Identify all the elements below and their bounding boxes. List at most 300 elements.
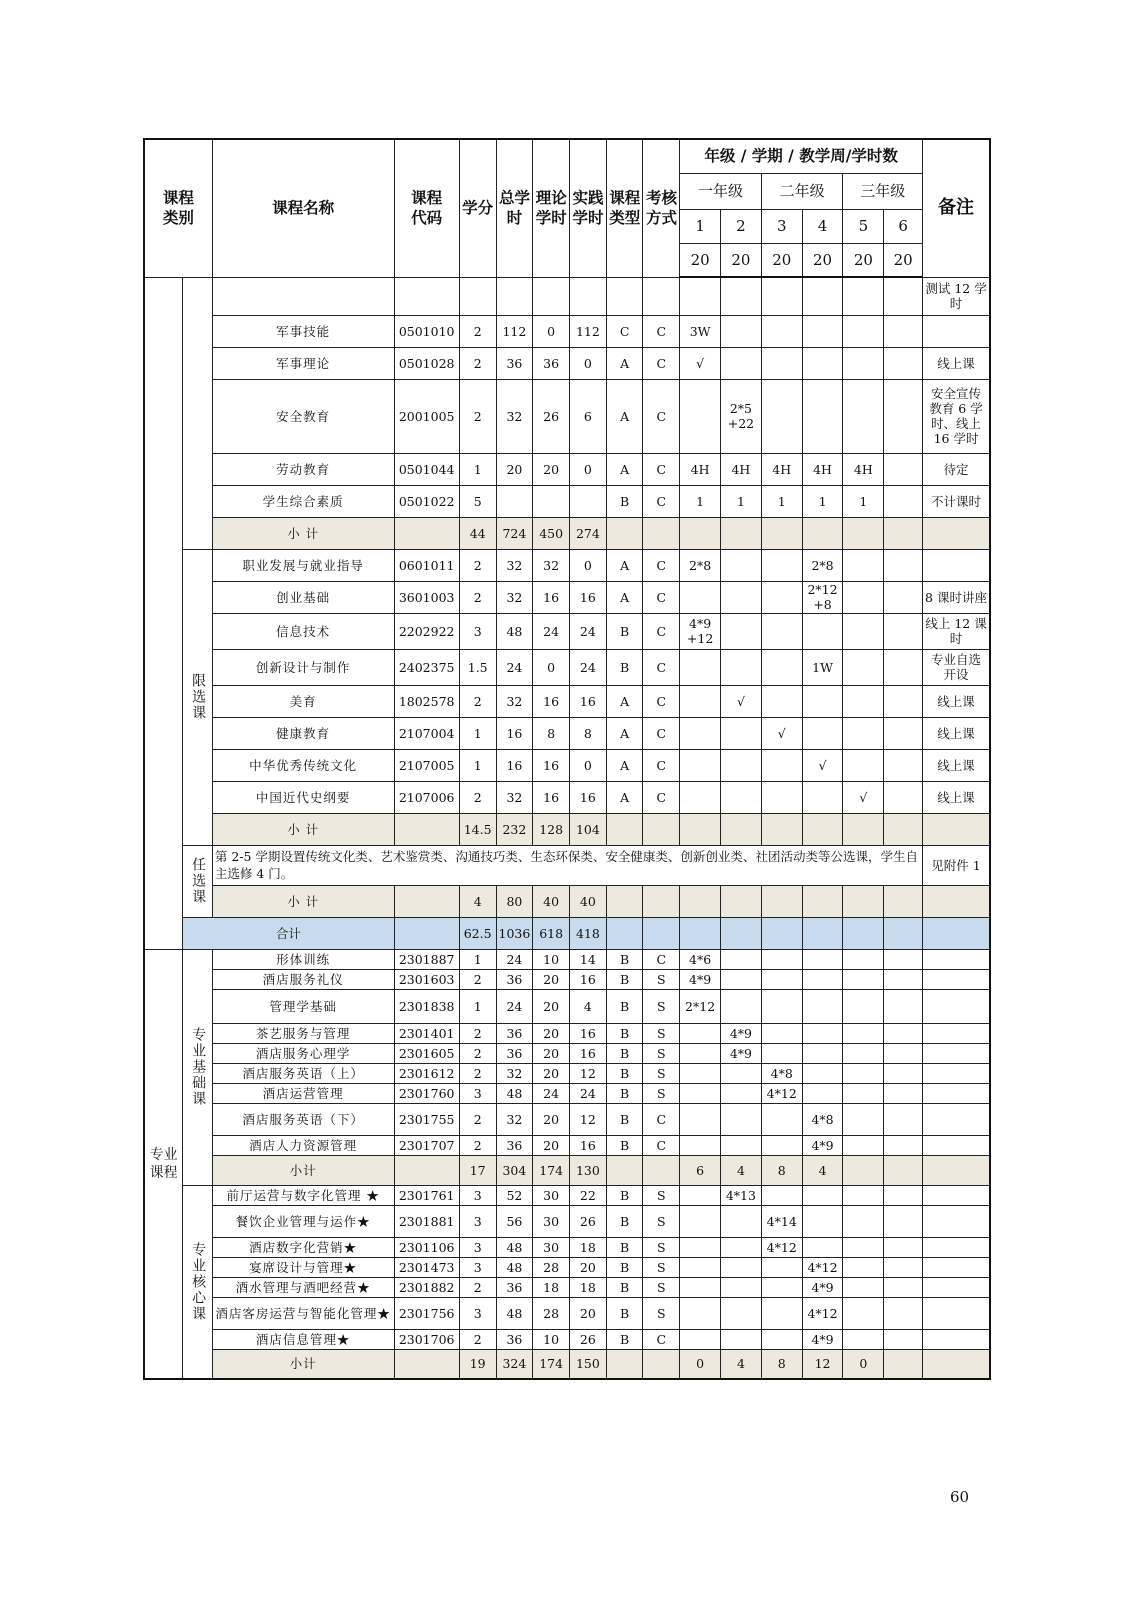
semester-hours xyxy=(680,277,721,315)
course-credit: 1 xyxy=(459,453,496,485)
course-code xyxy=(394,517,459,549)
course-theory-hours: 36 xyxy=(533,347,570,379)
course-type: A xyxy=(606,347,643,379)
semester-hours xyxy=(802,315,843,347)
semester-hours xyxy=(721,1257,762,1277)
course-code: 2301760 xyxy=(394,1083,459,1103)
semester-hours xyxy=(721,1083,762,1103)
header-code: 课程代码 xyxy=(394,139,459,277)
course-assessment xyxy=(643,517,680,549)
course-practice-hours: 26 xyxy=(570,1329,607,1349)
course-type: B xyxy=(606,1329,643,1349)
course-note xyxy=(923,1155,990,1185)
semester-hours xyxy=(721,749,762,781)
course-credit: 2 xyxy=(459,581,496,613)
semester-hours xyxy=(721,517,762,549)
course-practice-hours: 20 xyxy=(570,1297,607,1329)
semester-hours xyxy=(761,749,802,781)
course-total-hours: 48 xyxy=(496,1297,533,1329)
course-note xyxy=(923,1329,990,1349)
course-code: 0501010 xyxy=(394,315,459,347)
semester-hours: 4*9 xyxy=(721,1023,762,1043)
semester-hours xyxy=(802,717,843,749)
semester-hours: 4*13 xyxy=(721,1185,762,1205)
semester-hours: 1 xyxy=(721,485,762,517)
course-code: 2301706 xyxy=(394,1329,459,1349)
semester-hours xyxy=(884,685,923,717)
course-credit: 44 xyxy=(459,517,496,549)
semester-hours xyxy=(802,781,843,813)
course-name: 军事技能 xyxy=(212,315,394,347)
group-pro-basic-label: 专业基础课 xyxy=(190,1027,207,1107)
table-row xyxy=(144,1185,990,1205)
course-type xyxy=(606,277,643,315)
course-assessment: C xyxy=(643,949,680,969)
header-semester: 4 xyxy=(802,209,843,243)
semester-hours xyxy=(761,613,802,649)
course-type: B xyxy=(606,1083,643,1103)
semester-hours xyxy=(843,917,884,949)
course-code: 2301887 xyxy=(394,949,459,969)
semester-hours xyxy=(761,685,802,717)
semester-hours xyxy=(884,1155,923,1185)
semester-hours: √ xyxy=(802,749,843,781)
course-practice-hours: 0 xyxy=(570,453,607,485)
semester-hours xyxy=(843,969,884,989)
course-note xyxy=(923,1297,990,1329)
semester-hours xyxy=(884,813,923,845)
semester-hours xyxy=(843,1277,884,1297)
course-theory-hours: 8 xyxy=(533,717,570,749)
semester-hours xyxy=(761,379,802,453)
course-total-hours: 36 xyxy=(496,1023,533,1043)
semester-hours xyxy=(802,1083,843,1103)
course-code: 1802578 xyxy=(394,685,459,717)
course-total-hours: 32 xyxy=(496,685,533,717)
semester-hours: 4*14 xyxy=(761,1205,802,1237)
semester-hours xyxy=(843,1043,884,1063)
course-credit: 3 xyxy=(459,1237,496,1257)
course-name: 形体训练 xyxy=(212,949,394,969)
course-theory-hours: 26 xyxy=(533,379,570,453)
course-theory-hours: 128 xyxy=(533,813,570,845)
course-code xyxy=(394,277,459,315)
semester-hours xyxy=(843,1103,884,1135)
course-name: 宴席设计与管理★ xyxy=(212,1257,394,1277)
course-credit: 2 xyxy=(459,1063,496,1083)
semester-hours xyxy=(884,1205,923,1237)
course-total-hours: 36 xyxy=(496,1043,533,1063)
course-credit: 2 xyxy=(459,685,496,717)
course-code xyxy=(394,1155,459,1185)
semester-hours: 4 xyxy=(721,1155,762,1185)
semester-hours xyxy=(721,1329,762,1349)
semester-hours xyxy=(680,1063,721,1083)
course-credit: 2 xyxy=(459,347,496,379)
course-practice-hours: 16 xyxy=(570,781,607,813)
course-assessment: C xyxy=(643,315,680,347)
course-theory-hours xyxy=(533,277,570,315)
semester-hours: 4H xyxy=(761,453,802,485)
semester-hours xyxy=(680,1277,721,1297)
semester-hours xyxy=(802,969,843,989)
course-code: 0501028 xyxy=(394,347,459,379)
course-name xyxy=(212,277,394,315)
semester-hours xyxy=(680,1023,721,1043)
semester-hours xyxy=(680,1043,721,1063)
semester-hours: 4*9 xyxy=(802,1329,843,1349)
semester-hours: 8 xyxy=(761,1155,802,1185)
course-total-hours: 36 xyxy=(496,1135,533,1155)
semester-hours xyxy=(761,969,802,989)
course-assessment: C xyxy=(643,717,680,749)
semester-hours xyxy=(884,917,923,949)
course-assessment: C xyxy=(643,685,680,717)
course-credit xyxy=(459,277,496,315)
subtotal-label: 小 计 xyxy=(212,885,394,917)
course-code: 2301761 xyxy=(394,1185,459,1205)
course-type: B xyxy=(606,1237,643,1257)
course-note xyxy=(923,1083,990,1103)
semester-hours xyxy=(761,1297,802,1329)
course-type xyxy=(606,917,643,949)
semester-hours xyxy=(680,1237,721,1257)
semester-hours xyxy=(680,917,721,949)
course-practice-hours: 150 xyxy=(570,1349,607,1379)
semester-hours xyxy=(843,1155,884,1185)
course-code: 2301882 xyxy=(394,1277,459,1297)
course-note xyxy=(923,517,990,549)
semester-hours xyxy=(884,1237,923,1257)
course-note xyxy=(923,969,990,989)
semester-hours: 4*9 xyxy=(802,1135,843,1155)
semester-hours: 4*9 +12 xyxy=(680,613,721,649)
semester-hours xyxy=(843,1257,884,1277)
header-notes: 备注 xyxy=(923,139,990,277)
course-credit: 1 xyxy=(459,717,496,749)
table-row xyxy=(144,1103,990,1135)
semester-hours xyxy=(884,347,923,379)
header-semester: 6 xyxy=(884,209,923,243)
course-total-hours: 20 xyxy=(496,453,533,485)
semester-hours xyxy=(761,549,802,581)
course-total-hours: 724 xyxy=(496,517,533,549)
course-name: 职业发展与就业指导 xyxy=(212,549,394,581)
semester-hours xyxy=(802,1043,843,1063)
semester-hours xyxy=(721,989,762,1023)
semester-hours xyxy=(884,649,923,685)
semester-hours xyxy=(884,1063,923,1083)
table-row xyxy=(144,379,990,453)
course-assessment: C xyxy=(643,1135,680,1155)
semester-hours xyxy=(884,949,923,969)
course-theory-hours: 10 xyxy=(533,1329,570,1349)
header-weeks: 20 xyxy=(884,243,923,277)
course-name: 酒店信息管理★ xyxy=(212,1329,394,1349)
course-assessment: C xyxy=(643,347,680,379)
semester-hours xyxy=(884,885,923,917)
table-row xyxy=(144,485,990,517)
course-note: 线上课 xyxy=(923,717,990,749)
course-type: A xyxy=(606,781,643,813)
semester-hours: 4*12 xyxy=(802,1257,843,1277)
course-name: 中华优秀传统文化 xyxy=(212,749,394,781)
course-type xyxy=(606,1155,643,1185)
course-credit: 2 xyxy=(459,969,496,989)
course-name: 创新设计与制作 xyxy=(212,649,394,685)
course-practice-hours: 418 xyxy=(570,917,607,949)
semester-hours xyxy=(843,1023,884,1043)
course-theory-hours: 24 xyxy=(533,613,570,649)
semester-hours xyxy=(843,379,884,453)
course-type: B xyxy=(606,649,643,685)
semester-hours xyxy=(721,1297,762,1329)
course-assessment xyxy=(643,917,680,949)
semester-hours xyxy=(721,277,762,315)
group-renxuan-label: 任选课 xyxy=(190,857,207,905)
course-theory-hours: 20 xyxy=(533,1023,570,1043)
course-assessment: C xyxy=(643,1103,680,1135)
course-practice-hours: 18 xyxy=(570,1277,607,1297)
course-note xyxy=(923,1205,990,1237)
semester-hours: 4H xyxy=(802,453,843,485)
table-row xyxy=(144,581,990,613)
course-credit: 2 xyxy=(459,379,496,453)
semester-hours xyxy=(884,549,923,581)
semester-hours xyxy=(802,813,843,845)
course-credit: 2 xyxy=(459,1277,496,1297)
course-total-hours: 32 xyxy=(496,379,533,453)
semester-hours xyxy=(761,949,802,969)
course-note: 专业自选开设 xyxy=(923,649,990,685)
semester-hours xyxy=(761,1329,802,1349)
course-type: B xyxy=(606,613,643,649)
course-note: 线上 12 课时 xyxy=(923,613,990,649)
semester-hours xyxy=(884,1023,923,1043)
semester-hours xyxy=(761,517,802,549)
table-row xyxy=(144,1043,990,1063)
course-assessment: C xyxy=(643,781,680,813)
course-note xyxy=(923,1023,990,1043)
course-credit: 1 xyxy=(459,949,496,969)
semester-hours xyxy=(680,885,721,917)
course-credit: 2 xyxy=(459,549,496,581)
course-code: 2001005 xyxy=(394,379,459,453)
semester-hours xyxy=(761,1185,802,1205)
semester-hours: √ xyxy=(843,781,884,813)
course-practice-hours: 0 xyxy=(570,347,607,379)
course-theory-hours: 10 xyxy=(533,949,570,969)
semester-hours xyxy=(843,717,884,749)
semester-hours xyxy=(884,1185,923,1205)
course-assessment: S xyxy=(643,1277,680,1297)
table-row xyxy=(144,1237,990,1257)
course-assessment: S xyxy=(643,1237,680,1257)
semester-hours xyxy=(721,717,762,749)
header-semester: 1 xyxy=(680,209,721,243)
course-code xyxy=(394,885,459,917)
course-assessment xyxy=(643,1349,680,1379)
course-name: 酒店服务英语（上） xyxy=(212,1063,394,1083)
header-assessment: 考核方式 xyxy=(643,139,680,277)
semester-hours xyxy=(721,781,762,813)
subtotal-label: 小 计 xyxy=(212,517,394,549)
course-code xyxy=(394,1349,459,1379)
semester-hours xyxy=(761,989,802,1023)
course-total-hours: 36 xyxy=(496,969,533,989)
course-total-hours: 56 xyxy=(496,1205,533,1237)
course-note: 线上课 xyxy=(923,749,990,781)
course-code: 0501044 xyxy=(394,453,459,485)
course-type: B xyxy=(606,1205,643,1237)
table-row xyxy=(144,717,990,749)
course-type: A xyxy=(606,717,643,749)
semester-hours: 4*12 xyxy=(761,1237,802,1257)
semester-hours xyxy=(802,277,843,315)
course-assessment xyxy=(643,1155,680,1185)
course-code: 2301881 xyxy=(394,1205,459,1237)
course-credit: 14.5 xyxy=(459,813,496,845)
course-theory-hours: 174 xyxy=(533,1349,570,1379)
course-code: 2301605 xyxy=(394,1043,459,1063)
semester-hours xyxy=(843,581,884,613)
header-credit: 学分 xyxy=(459,139,496,277)
course-type: A xyxy=(606,685,643,717)
semester-hours xyxy=(802,989,843,1023)
course-assessment: S xyxy=(643,1297,680,1329)
course-name: 酒店数字化营销★ xyxy=(212,1237,394,1257)
course-theory-hours: 30 xyxy=(533,1205,570,1237)
course-type: B xyxy=(606,485,643,517)
subtotal-label: 小计 xyxy=(212,1155,394,1185)
course-name: 酒店服务英语（下） xyxy=(212,1103,394,1135)
table-row xyxy=(144,1297,990,1329)
semester-hours: 6 xyxy=(680,1155,721,1185)
table-row xyxy=(144,1205,990,1237)
course-credit: 3 xyxy=(459,1297,496,1329)
course-credit: 17 xyxy=(459,1155,496,1185)
course-name: 酒店运营管理 xyxy=(212,1083,394,1103)
semester-hours: 1 xyxy=(761,485,802,517)
table-row xyxy=(144,969,990,989)
course-theory-hours: 174 xyxy=(533,1155,570,1185)
header-name: 课程名称 xyxy=(212,139,394,277)
semester-hours xyxy=(721,813,762,845)
header-practice-hours: 实践学时 xyxy=(570,139,607,277)
course-practice-hours: 26 xyxy=(570,1205,607,1237)
course-name: 美育 xyxy=(212,685,394,717)
semester-hours xyxy=(843,749,884,781)
course-total-hours: 32 xyxy=(496,1103,533,1135)
course-type: B xyxy=(606,1277,643,1297)
semester-hours xyxy=(802,917,843,949)
group-xianxuan-label: 限选课 xyxy=(190,673,207,721)
course-assessment: S xyxy=(643,969,680,989)
course-practice-hours: 20 xyxy=(570,1257,607,1277)
course-code: 2107006 xyxy=(394,781,459,813)
course-theory-hours: 16 xyxy=(533,685,570,717)
course-note: 测试 12 学时 xyxy=(923,277,990,315)
course-assessment xyxy=(643,813,680,845)
semester-hours: 4*8 xyxy=(761,1063,802,1083)
course-practice-hours: 40 xyxy=(570,885,607,917)
semester-hours xyxy=(884,1043,923,1063)
semester-hours: 0 xyxy=(843,1349,884,1379)
semester-hours: 1 xyxy=(843,485,884,517)
semester-hours xyxy=(843,1297,884,1329)
table-header xyxy=(144,139,990,277)
course-theory-hours xyxy=(533,485,570,517)
course-total-hours: 232 xyxy=(496,813,533,845)
course-credit: 62.5 xyxy=(459,917,496,949)
course-practice-hours: 16 xyxy=(570,1043,607,1063)
course-total-hours: 112 xyxy=(496,315,533,347)
course-code: 0501022 xyxy=(394,485,459,517)
course-practice-hours: 104 xyxy=(570,813,607,845)
semester-hours xyxy=(721,917,762,949)
course-total-hours: 32 xyxy=(496,549,533,581)
course-total-hours: 32 xyxy=(496,581,533,613)
header-weeks: 20 xyxy=(680,243,721,277)
semester-hours: 4*12 xyxy=(761,1083,802,1103)
semester-hours xyxy=(761,1277,802,1297)
course-name: 茶艺服务与管理 xyxy=(212,1023,394,1043)
course-theory-hours: 18 xyxy=(533,1277,570,1297)
semester-hours xyxy=(761,1257,802,1277)
course-assessment: S xyxy=(643,1205,680,1237)
semester-hours xyxy=(680,1103,721,1135)
course-type: B xyxy=(606,1185,643,1205)
course-credit: 2 xyxy=(459,1103,496,1135)
semester-hours: 1 xyxy=(802,485,843,517)
course-practice-hours: 112 xyxy=(570,315,607,347)
semester-hours xyxy=(761,347,802,379)
semester-hours xyxy=(884,315,923,347)
course-assessment: C xyxy=(643,549,680,581)
course-code: 2301401 xyxy=(394,1023,459,1043)
group-pro-basic xyxy=(183,949,213,1185)
course-credit: 3 xyxy=(459,1257,496,1277)
course-note: 待定 xyxy=(923,453,990,485)
course-code: 2301707 xyxy=(394,1135,459,1155)
semester-hours xyxy=(884,1083,923,1103)
semester-hours xyxy=(761,277,802,315)
semester-hours xyxy=(802,1063,843,1083)
course-theory-hours: 450 xyxy=(533,517,570,549)
semester-hours xyxy=(761,917,802,949)
course-total-hours: 36 xyxy=(496,1277,533,1297)
header-schedule: 年级 / 学期 / 教学周/学时数 xyxy=(680,139,923,173)
course-type: A xyxy=(606,379,643,453)
course-note xyxy=(923,949,990,969)
semester-hours xyxy=(884,1135,923,1155)
semester-hours xyxy=(680,1083,721,1103)
group-professional xyxy=(144,949,183,1379)
course-name: 酒店服务礼仪 xyxy=(212,969,394,989)
semester-hours xyxy=(721,1205,762,1237)
header-theory-hours: 理论学时 xyxy=(533,139,570,277)
table-row xyxy=(144,845,990,885)
header-year-2: 二年级 xyxy=(761,173,843,209)
course-assessment: C xyxy=(643,749,680,781)
course-practice-hours: 24 xyxy=(570,1083,607,1103)
course-theory-hours: 30 xyxy=(533,1237,570,1257)
semester-hours xyxy=(802,1237,843,1257)
course-practice-hours: 24 xyxy=(570,649,607,685)
semester-hours: 4*9 xyxy=(680,969,721,989)
course-credit: 2 xyxy=(459,1329,496,1349)
course-type: B xyxy=(606,949,643,969)
